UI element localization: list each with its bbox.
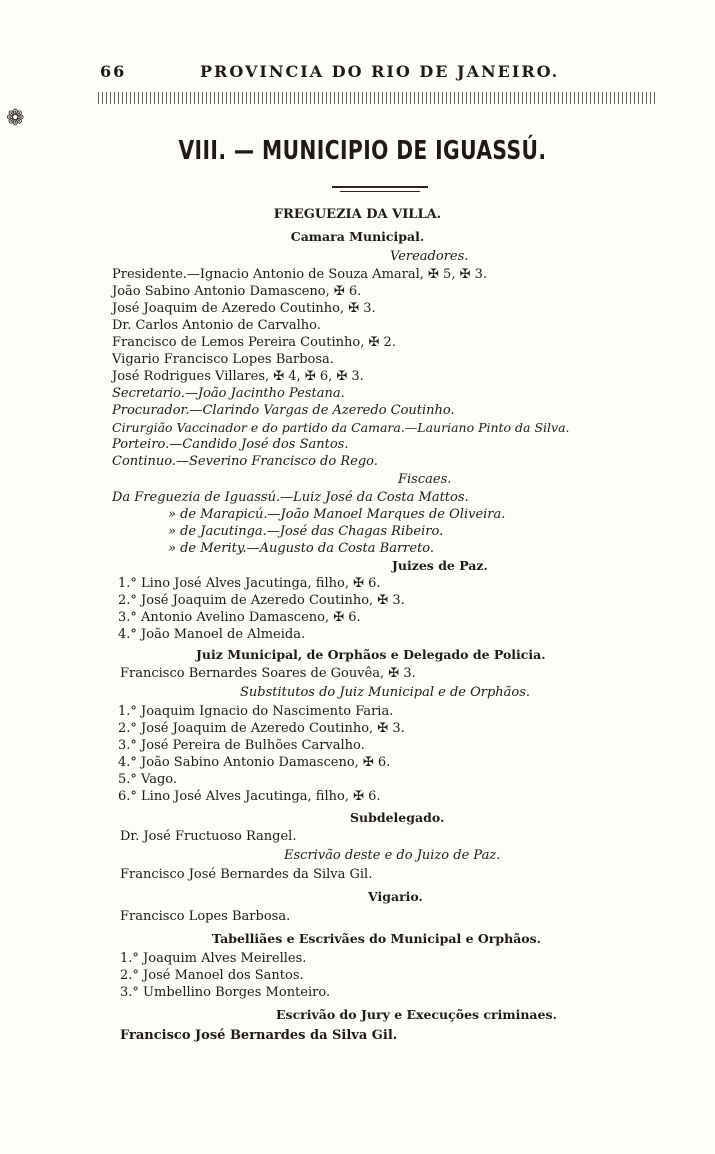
text-line: 3.° José Pereira de Bulhões Carvalho.: [118, 738, 365, 753]
section-heading: Juiz Municipal, de Orphãos e Delegado de Policia.: [196, 647, 546, 662]
text-line: Cirurgião Vaccinador e do partido da Camara.—Lauriano Pinto da Silva.: [112, 420, 570, 435]
text-line: José Joaquim de Azeredo Coutinho, ✠ 3.: [112, 301, 376, 316]
text-line: 5.° Vago.: [118, 772, 178, 787]
text-line: 4.° João Manoel de Almeida.: [118, 627, 306, 642]
text-line: 3.° Umbellino Borges Monteiro.: [120, 985, 331, 1000]
text-line: » de Jacutinga.—José das Chagas Ribeiro.: [168, 524, 444, 539]
text-line: Dr. José Fructuoso Rangel.: [120, 829, 297, 844]
text-line: Francisco José Bernardes da Silva Gil.: [120, 1028, 398, 1043]
section-heading: Subdelegado.: [350, 810, 445, 825]
text-line: Francisco Lopes Barbosa.: [120, 909, 291, 924]
flower-ornament-icon: ❁: [6, 106, 25, 131]
text-line: » de Marapicú.—João Manoel Marques de Oliveira.: [168, 507, 506, 522]
sub-heading: Escrivão deste e do Juizo de Paz.: [284, 848, 501, 863]
page-number: 66: [100, 62, 127, 81]
title-rule: [332, 186, 428, 188]
header-rule: [98, 92, 658, 104]
text-line: 4.° João Sabino Antonio Damasceno, ✠ 6.: [118, 755, 391, 770]
text-line: Presidente.—Ignacio Antonio de Souza Amaral, ✠ 5, ✠ 3.: [112, 267, 488, 282]
text-line: Vigario Francisco Lopes Barbosa.: [112, 352, 334, 367]
section-heading: Tabelliães e Escrivães do Municipal e Orphãos.: [212, 931, 542, 946]
text-line: 2.° José Joaquim de Azeredo Coutinho, ✠ 3.: [118, 721, 405, 736]
running-title: PROVINCIA DO RIO DE JANEIRO.: [200, 62, 560, 81]
text-line: Francisco Bernardes Soares de Gouvêa, ✠ 3.: [120, 666, 416, 681]
sub-heading: Substitutos do Juiz Municipal e de Orphãos.: [240, 685, 531, 700]
text-line: Dr. Carlos Antonio de Carvalho.: [112, 318, 321, 333]
text-line: 3.° Antonio Avelino Damasceno, ✠ 6.: [118, 610, 361, 625]
text-line: Francisco José Bernardes da Silva Gil.: [120, 867, 373, 882]
text-line: 6.° Lino José Alves Jacutinga, filho, ✠ 6.: [118, 789, 381, 804]
text-line: Procurador.—Clarindo Vargas de Azeredo Coutinho.: [112, 403, 455, 418]
section-heading: Juizes de Paz.: [392, 558, 488, 573]
title-rule-thin: [340, 191, 420, 192]
text-line: Porteiro.—Candido José dos Santos.: [112, 437, 349, 452]
text-line: » de Merity.—Augusto da Costa Barreto.: [168, 541, 435, 556]
text-line: Secretario.—João Jacintho Pestana.: [112, 386, 345, 401]
text-line: Continuo.—Severino Francisco do Rego.: [112, 454, 378, 469]
chapter-title: VIII. — MUNICIPIO DE IGUASSÚ.: [178, 136, 547, 166]
text-line: 2.° José Joaquim de Azeredo Coutinho, ✠ 3.: [118, 593, 405, 608]
sub-heading: Fiscaes.: [398, 472, 452, 487]
section-heading: Escrivão do Jury e Execuções criminaes.: [276, 1007, 557, 1022]
text-line: 1.° Joaquim Ignacio do Nascimento Faria.: [118, 704, 394, 719]
text-line: 1.° Joaquim Alves Meirelles.: [120, 951, 307, 966]
text-line: Francisco de Lemos Pereira Coutinho, ✠ 2.: [112, 335, 396, 350]
text-line: 2.° José Manoel dos Santos.: [120, 968, 304, 983]
section-heading: Camara Municipal.: [290, 229, 425, 244]
text-line: 1.° Lino José Alves Jacutinga, filho, ✠ 6.: [118, 576, 381, 591]
sub-heading: Vereadores.: [390, 249, 469, 264]
section-heading: Vigario.: [368, 889, 423, 904]
text-line: José Rodrigues Villares, ✠ 4, ✠ 6, ✠ 3.: [112, 369, 364, 384]
text-line: João Sabino Antonio Damasceno, ✠ 6.: [112, 284, 362, 299]
section-heading: FREGUEZIA DA VILLA.: [273, 207, 442, 222]
text-line: Da Freguezia de Iguassú.—Luiz José da Costa Mattos.: [112, 490, 469, 505]
